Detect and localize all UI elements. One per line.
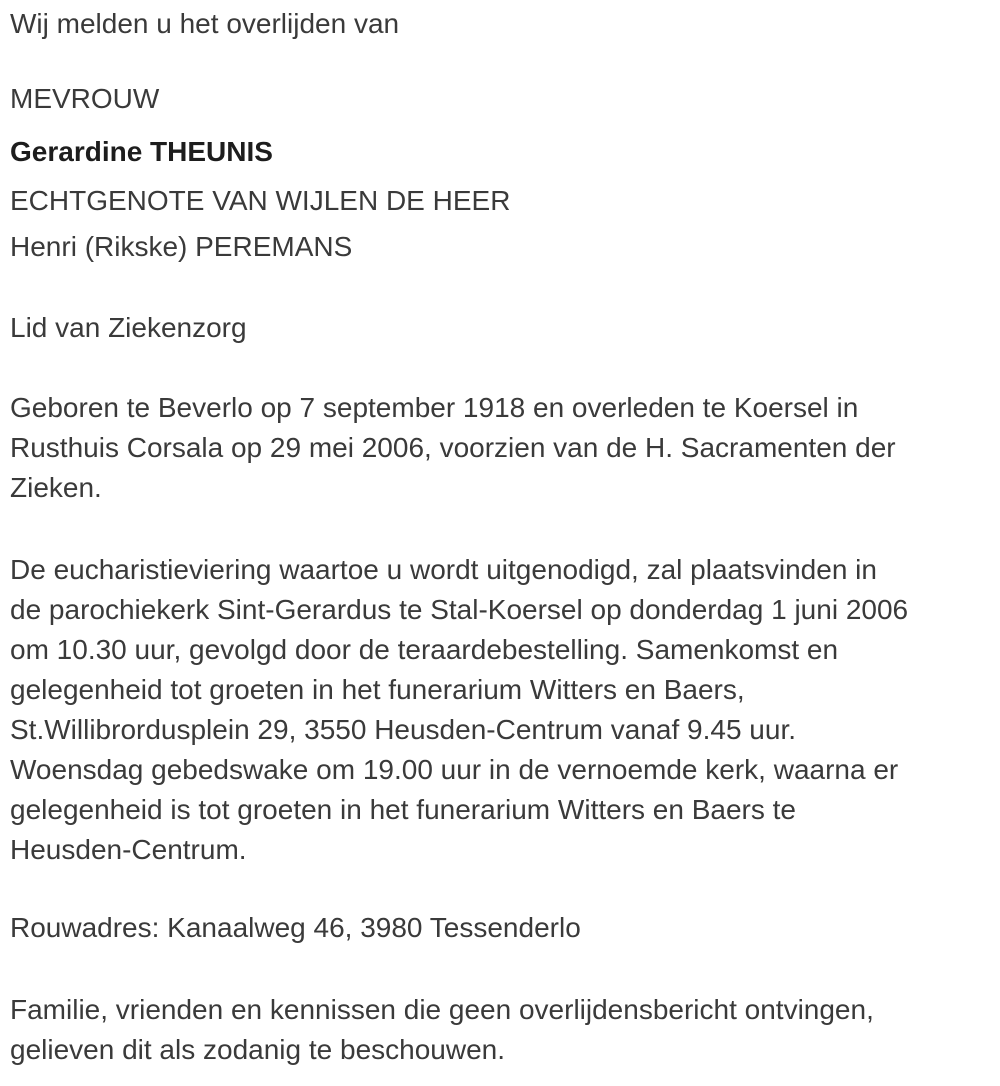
closing-line: gelieven dit als zodanig te beschouwen. [10, 1034, 506, 1065]
intro-line: Wij melden u het overlijden van [10, 8, 400, 39]
ceremony-line: gelegenheid tot groeten in het funerarium Witters en Baers, [10, 674, 745, 705]
closing-line: Familie, vrienden en kennissen die geen overlijdensbericht ontvingen, [10, 994, 874, 1025]
ceremony-line: Heusden-Centrum. [10, 834, 247, 865]
salutation: MEVROUW [10, 83, 160, 114]
ceremony-line: gelegenheid is tot groeten in het funerarium Witters en Baers te [10, 794, 796, 825]
ceremony-paragraph [10, 550, 980, 870]
birth-death-line: Rusthuis Corsala op 29 mei 2006, voorzien van de H. Sacramenten der [10, 432, 896, 463]
deceased-name: Gerardine THEUNIS [10, 136, 273, 167]
closing-paragraph [10, 990, 980, 1070]
ceremony-line: Woensdag gebedswake om 19.00 uur in de vernoemde kerk, waarna er [10, 754, 899, 785]
ceremony-line: De eucharistieviering waartoe u wordt uitgenodigd, zal plaatsvinden in [10, 554, 877, 585]
mourning-address: Rouwadres: Kanaalweg 46, 3980 Tessenderlo [10, 912, 581, 943]
birth-death-line: Geboren te Beverlo op 7 september 1918 en overleden te Koersel in [10, 392, 859, 423]
spouse-name: Henri (Rikske) PEREMANS [10, 231, 353, 262]
ceremony-line: om 10.30 uur, gevolgd door de teraardebestelling. Samenkomst en [10, 634, 839, 665]
membership-line: Lid van Ziekenzorg [10, 312, 247, 343]
ceremony-line: St.Willibrordusplein 29, 3550 Heusden-Centrum vanaf 9.45 uur. [10, 714, 796, 745]
birth-death-paragraph [10, 388, 980, 508]
spouse-relation: ECHTGENOTE VAN WIJLEN DE HEER [10, 185, 511, 216]
ceremony-line: de parochiekerk Sint-Gerardus te Stal-Koersel op donderdag 1 juni 2006 [10, 594, 909, 625]
birth-death-line: Zieken. [10, 472, 102, 503]
